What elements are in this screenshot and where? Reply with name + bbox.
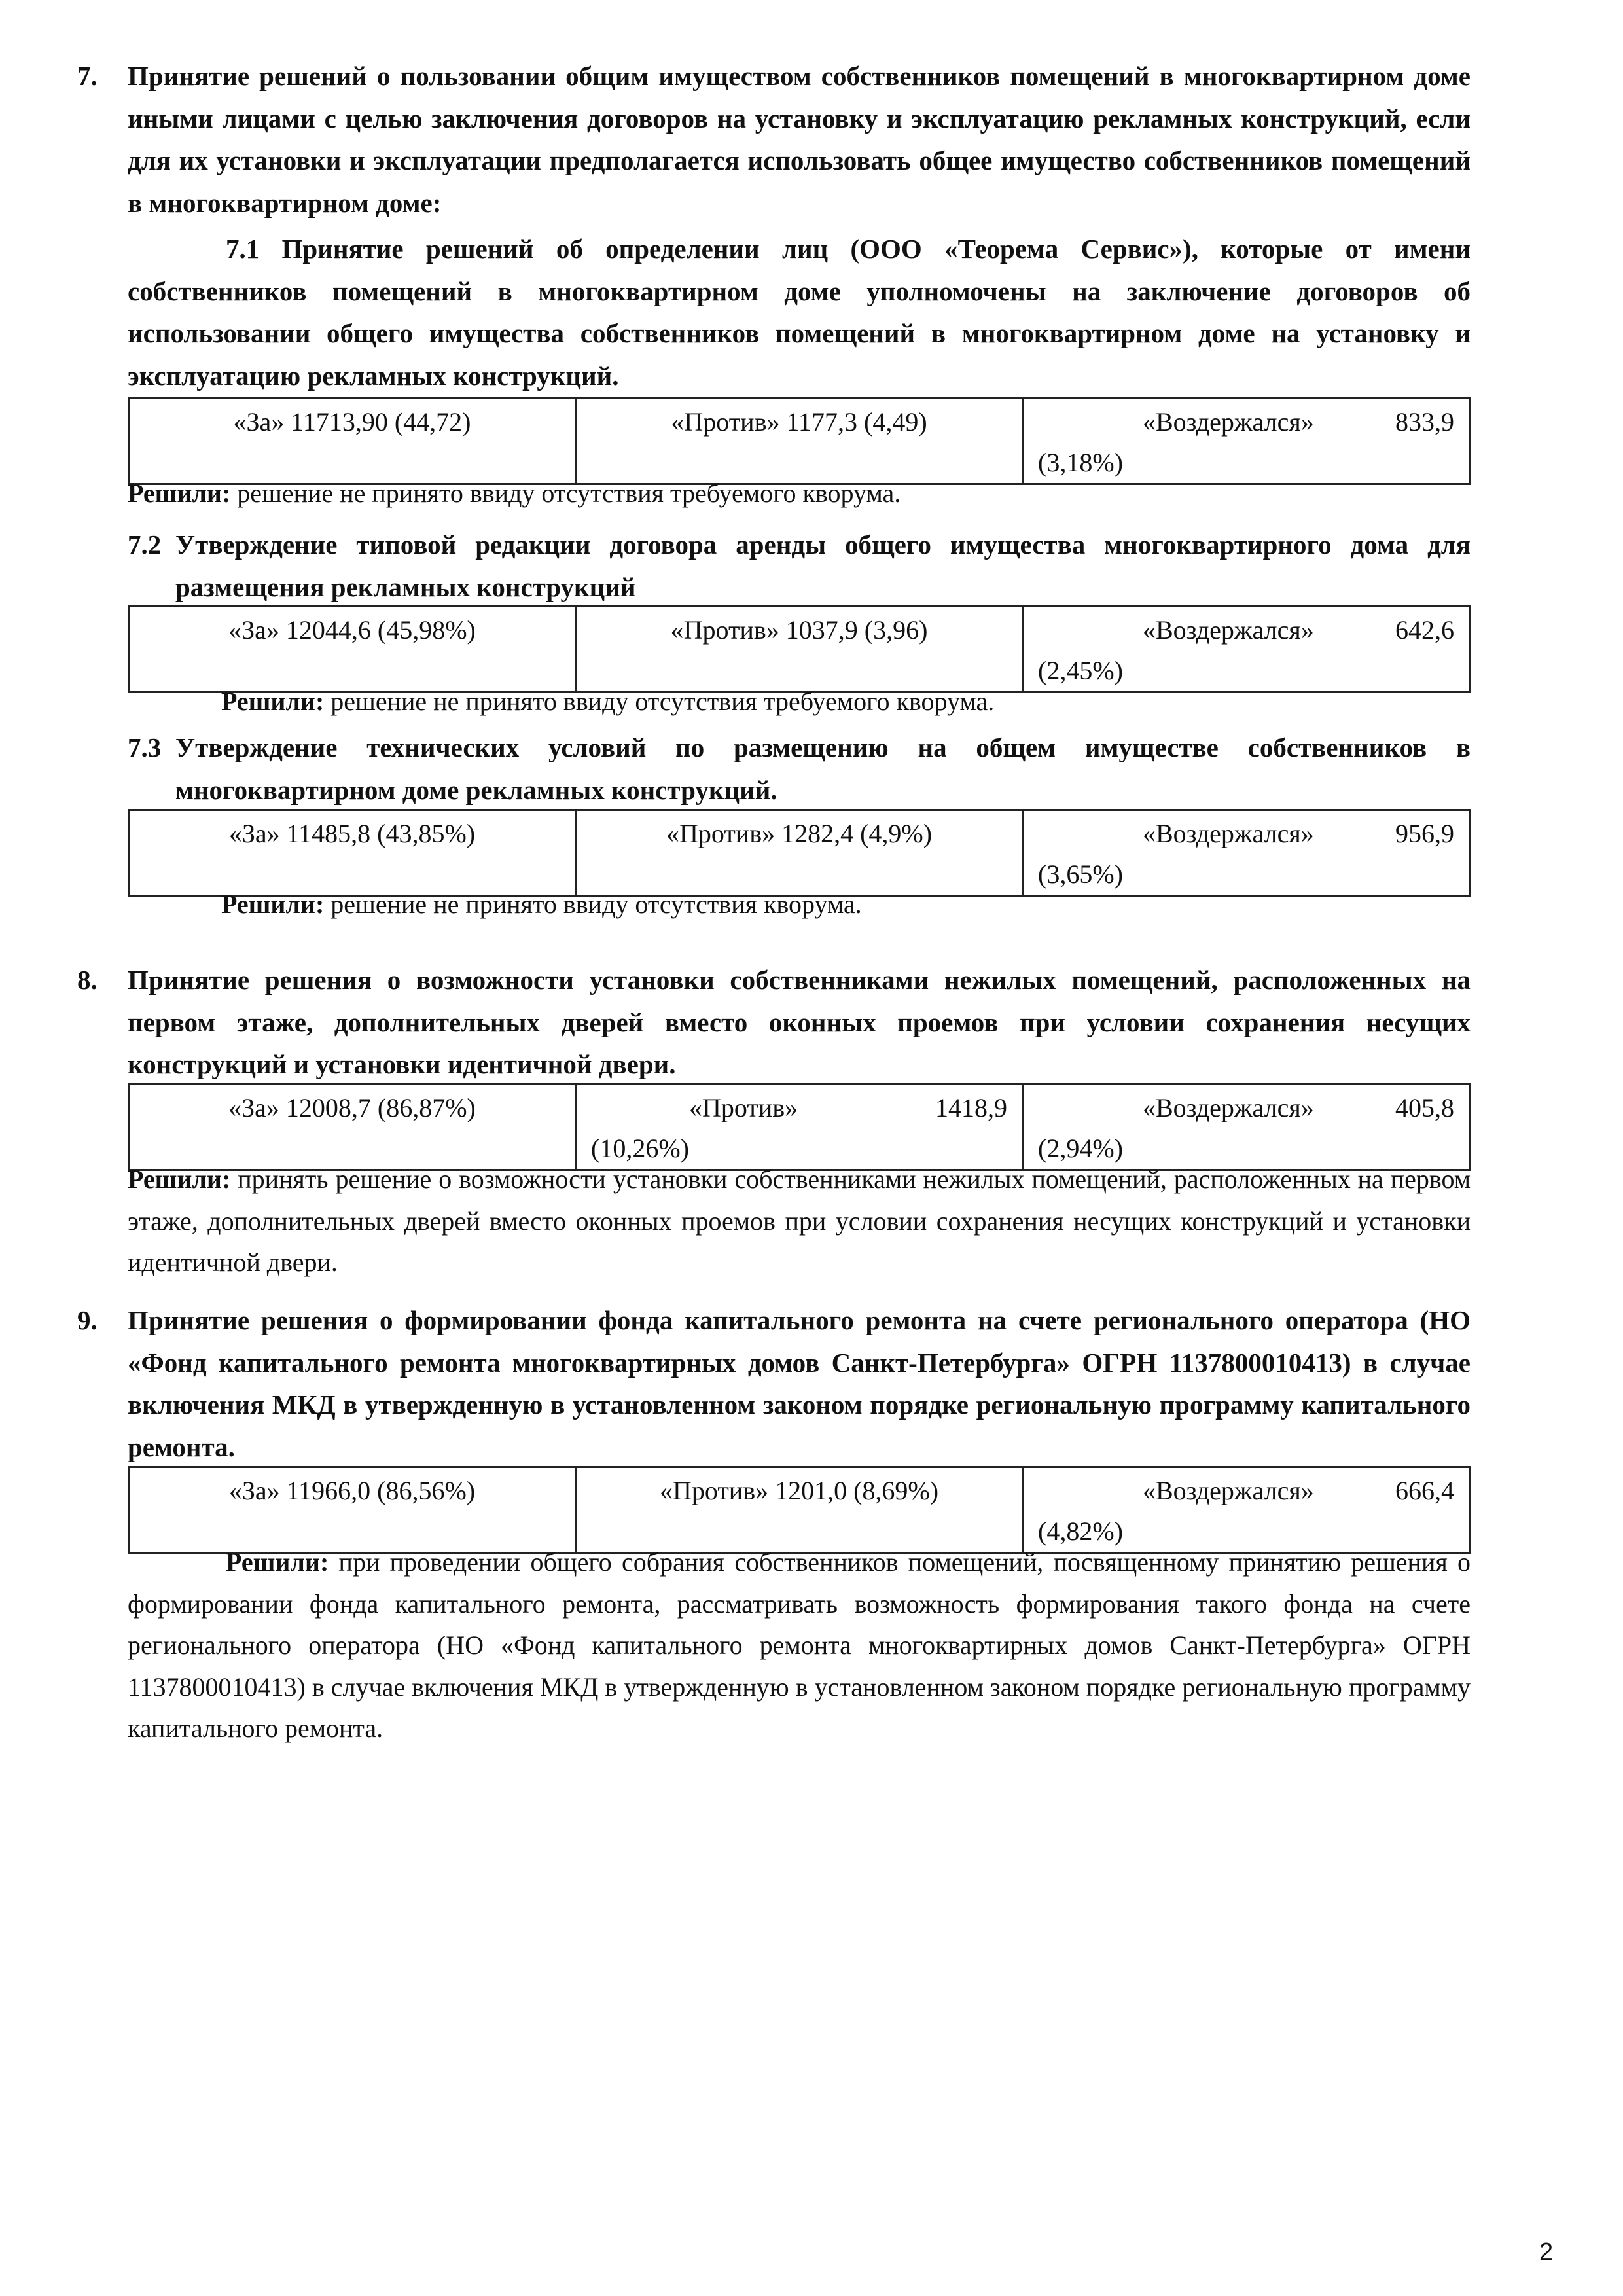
- item7-3-heading: Утверждение технических условий по размещению на общем имуществе собственников в многоквартирном доме рекламных конструкций.: [175, 732, 1471, 805]
- vote-abstain-value: 666,4: [1395, 1476, 1454, 1505]
- vote-against-pct: (10,26%): [591, 1134, 689, 1163]
- decision-label: Решили:: [128, 478, 231, 508]
- decision-text: при проведении общего собрания собственников помещений, посвященному принятию решения о формировании фонда капитального ремонта, рассматривать возможность формирования такого фонда на счете регионального оператора (НО «Фонд капитального ремонта многоквартирных домов Санкт-Петербурга» ОГРН 1137800010413) в случае включения МКД в утвержденную в установленном законом порядке региональную программу капитального ремонта.: [128, 1547, 1471, 1743]
- vote-abstain-pct: (3,18%): [1038, 448, 1123, 477]
- decision-label: Решили:: [221, 889, 325, 919]
- vote-against-label: «Против»: [689, 1093, 798, 1122]
- vote-abstain-pct: (3,65%): [1038, 859, 1123, 889]
- vote-against-cell: «Против» 1177,3 (4,49): [576, 399, 1023, 484]
- vote-abstain-cell: [1023, 607, 1470, 692]
- item7-2-number: 7.2: [128, 529, 162, 560]
- item7-2-decision: [221, 681, 1471, 723]
- vote-for-cell: «За» 11966,0 (86,56%): [129, 1467, 576, 1553]
- item9-vote-table: [128, 1466, 1471, 1554]
- item9-decision: [128, 1541, 1471, 1749]
- vote-for-cell: «За» 11713,90 (44,72): [129, 399, 576, 484]
- vote-against-cell: «Против» 1201,0 (8,69%): [576, 1467, 1023, 1553]
- decision-text: решение не принято ввиду отсутствия кворума.: [330, 889, 862, 919]
- vote-against-cell: «Против» 1037,9 (3,96): [576, 607, 1023, 692]
- decision-text: решение не принято ввиду отсутствия требуемого кворума.: [330, 687, 995, 716]
- vote-abstain-label: «Воздержался»: [1143, 1476, 1314, 1505]
- decision-text: решение не принято ввиду отсутствия требуемого кворума.: [237, 478, 901, 508]
- item8-decision: [128, 1158, 1471, 1283]
- decision-label: Решили:: [226, 1547, 329, 1577]
- decision-text: принять решение о возможности установки собственниками нежилых помещений, расположенных на первом этаже, дополнительных дверей вместо оконных проемов при условии сохранения несущих конструкций и установки идентичной двери.: [128, 1164, 1471, 1277]
- vote-abstain-cell: [1023, 1467, 1470, 1553]
- vote-against-value: 1418,9: [935, 1093, 1007, 1122]
- item7-3-decision: [221, 884, 1471, 925]
- vote-against-cell: «Против» 1282,4 (4,9%): [576, 810, 1023, 896]
- vote-for-cell: «За» 12008,7 (86,87%): [129, 1085, 576, 1170]
- item7-2-vote-table: [128, 605, 1471, 693]
- item7-1-heading: 7.1 Принятие решений об определении лиц (ООО «Теорема Сервис»), которые от имени собственников помещений в многоквартирном доме уполномочены на заключение договоров об использовании общего имущества собственников помещений в многоквартирном доме на установку и эксплуатацию рекламных конструкций.: [128, 234, 1471, 391]
- item7-2-heading: Утверждение типовой редакции договора аренды общего имущества многоквартирного дома для размещения рекламных конструкций: [175, 529, 1471, 602]
- vote-abstain-label: «Воздержался»: [1143, 1093, 1314, 1122]
- vote-abstain-label: «Воздержался»: [1143, 819, 1314, 848]
- page-number: 2: [1539, 2238, 1554, 2266]
- item7-1-decision: [128, 473, 1471, 514]
- vote-for-cell: «За» 12044,6 (45,98%): [129, 607, 576, 692]
- item8-vote-table: [128, 1083, 1471, 1171]
- item9-number: 9.: [77, 1305, 98, 1335]
- vote-abstain-pct: (2,94%): [1038, 1134, 1123, 1163]
- item8-number: 8.: [77, 965, 98, 995]
- vote-against-cell: [576, 1085, 1023, 1170]
- vote-abstain-label: «Воздержался»: [1143, 615, 1314, 645]
- vote-abstain-label: «Воздержался»: [1143, 407, 1314, 437]
- vote-abstain-pct: (2,45%): [1038, 656, 1123, 685]
- vote-abstain-value: 833,9: [1395, 407, 1454, 437]
- vote-abstain-value: 642,6: [1395, 615, 1454, 645]
- item7-1-vote-table: [128, 397, 1471, 485]
- vote-abstain-cell: [1023, 399, 1470, 484]
- vote-abstain-value: 956,9: [1395, 819, 1454, 848]
- item7-number: 7.: [77, 61, 98, 91]
- vote-for-cell: «За» 11485,8 (43,85%): [129, 810, 576, 896]
- item9-heading: Принятие решения о формировании фонда капитального ремонта на счете регионального оператора (НО «Фонд капитального ремонта многоквартирных домов Санкт-Петербурга» ОГРН 1137800010413) в случае включения МКД в утвержденную в установленном законом порядке региональную программу капитального ремонта.: [128, 1305, 1471, 1462]
- vote-abstain-value: 405,8: [1395, 1093, 1454, 1122]
- decision-label: Решили:: [128, 1164, 231, 1194]
- item8-heading: Принятие решения о возможности установки собственниками нежилых помещений, расположенных на первом этаже, дополнительных дверей вместо оконных проемов при условии сохранения несущих конструкций и установки идентичной двери.: [128, 965, 1471, 1079]
- item7-3-number: 7.3: [128, 732, 162, 762]
- vote-abstain-pct: (4,82%): [1038, 1516, 1123, 1546]
- vote-abstain-cell: [1023, 1085, 1470, 1170]
- vote-abstain-cell: [1023, 810, 1470, 896]
- item7-heading: Принятие решений о пользовании общим имуществом собственников помещений в многоквартирном доме иными лицами с целью заключения договоров на установку и эксплуатацию рекламных конструкций, если для их установки и эксплуатации предполагается использовать общее имущество собственников помещений в многоквартирном доме:: [128, 61, 1471, 218]
- decision-label: Решили:: [221, 687, 325, 716]
